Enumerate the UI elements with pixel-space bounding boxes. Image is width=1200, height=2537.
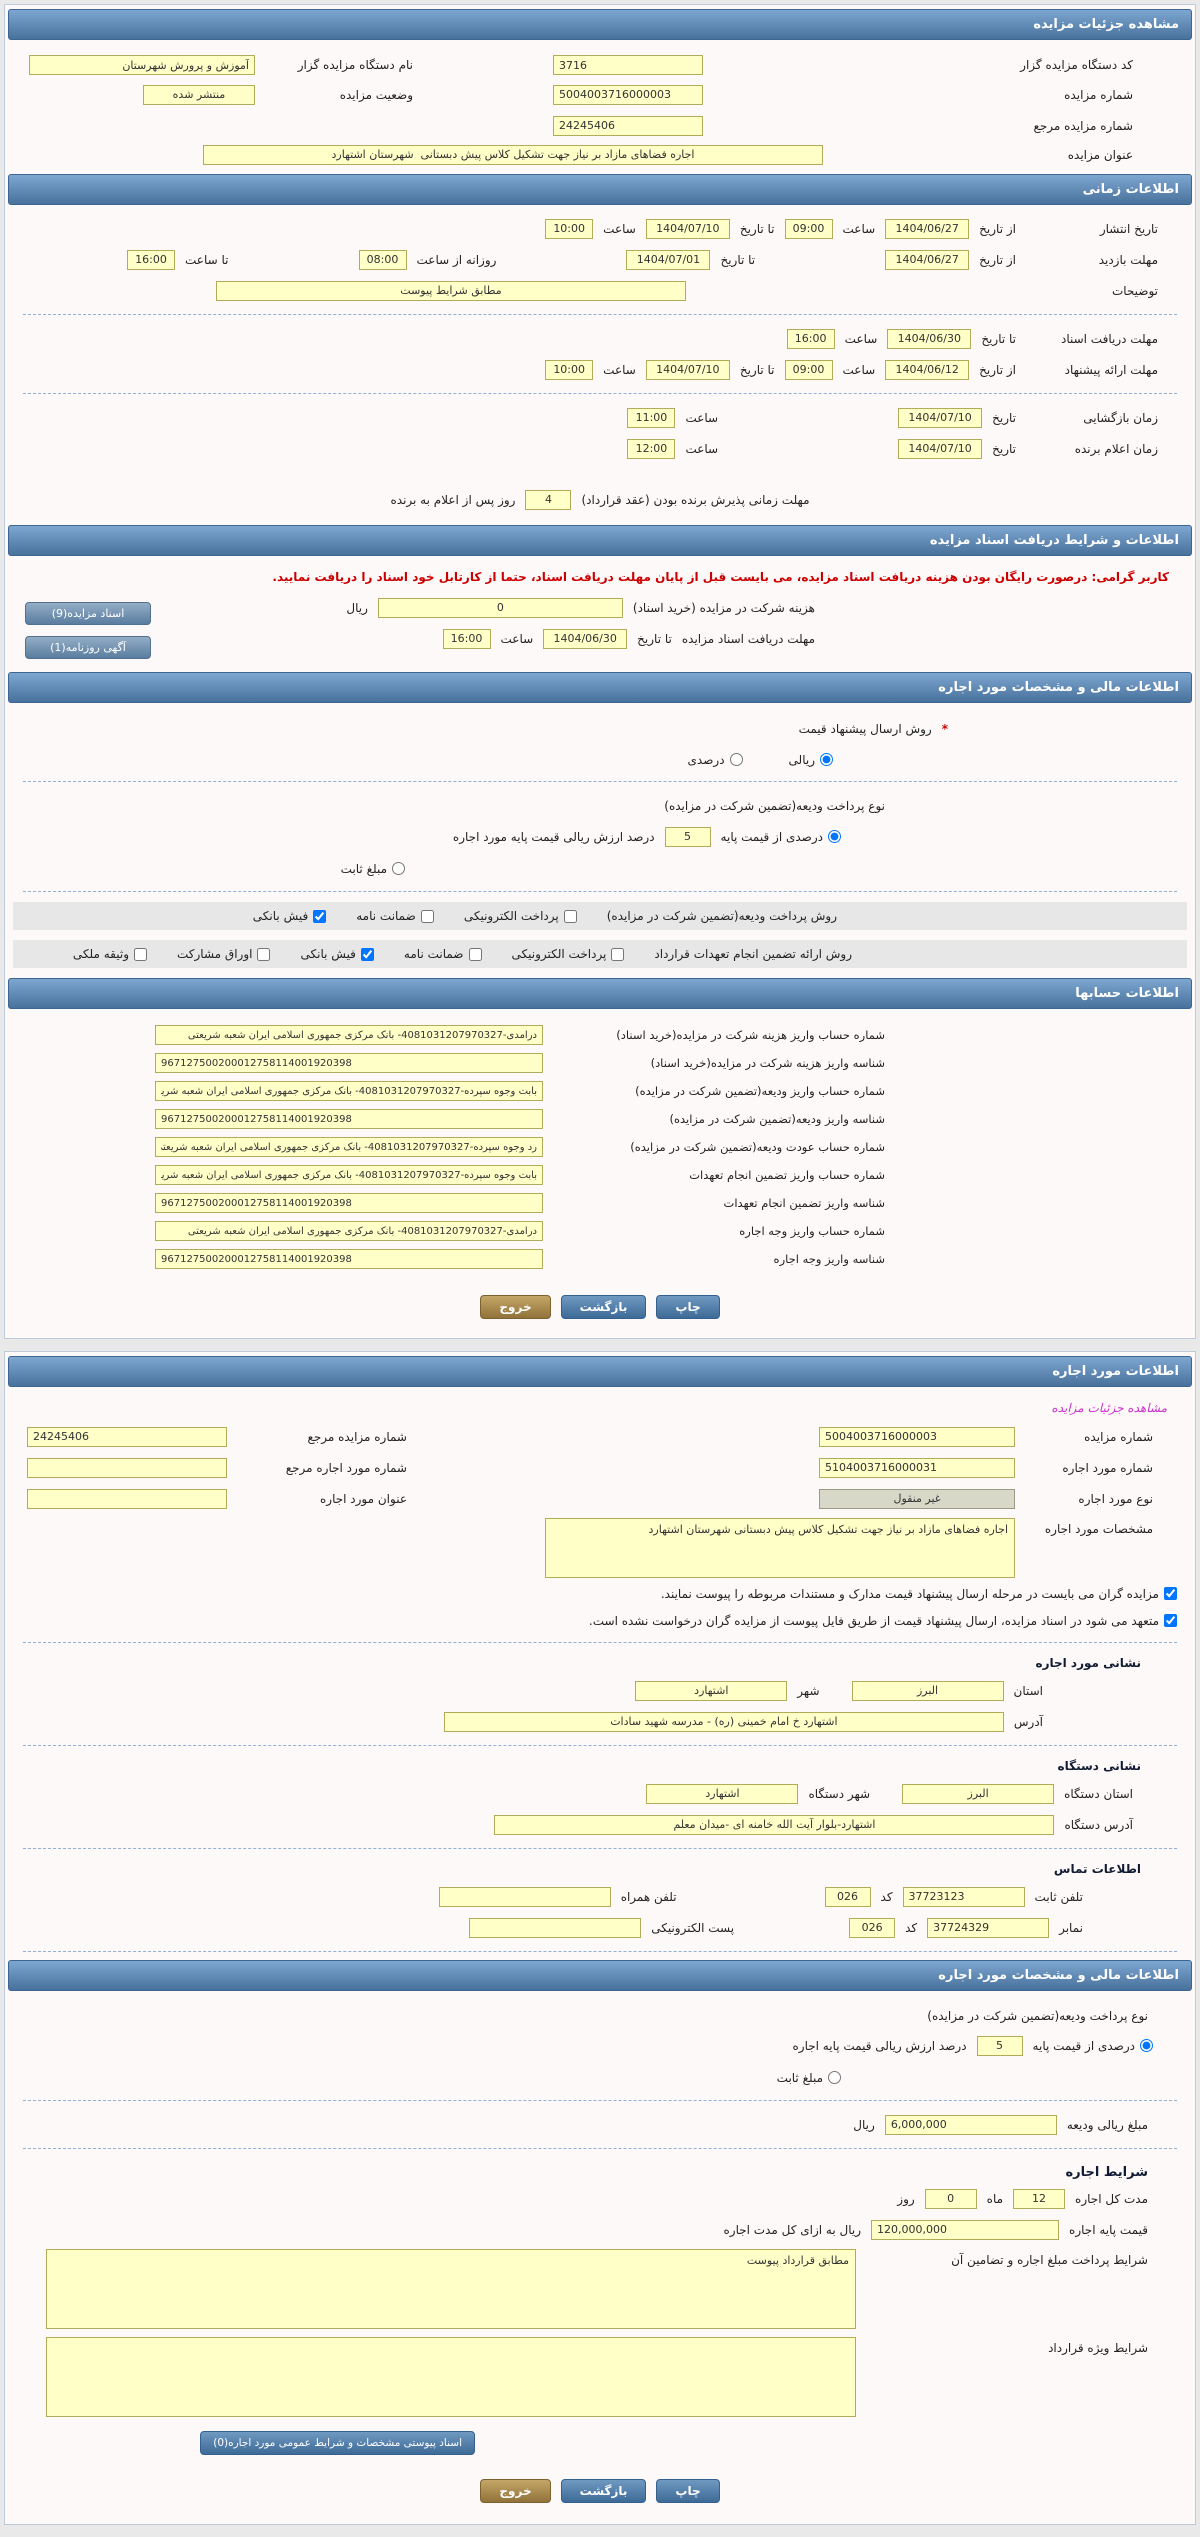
ob-guarantee-label: ضمانت نامه [403,947,464,961]
docs-deadline-row [7,323,1193,354]
attach-required-row [7,1580,1193,1607]
accounts-section-bar: اطلاعات حسابها [8,978,1192,1009]
rial-radio[interactable] [820,753,833,766]
publish-from-field[interactable] [885,219,969,239]
divider [23,1951,1177,1952]
deposit2-percent-suffix: درصد ارزش ریالی قیمت پایه اجاره [792,2038,967,2053]
device-row [7,48,1193,79]
offer-from-time-field[interactable] [785,360,833,380]
fee-label: هزینه شرکت در مزایده (خرید اسناد) [632,600,815,615]
hour-label: ساعت [603,221,636,236]
deposit2-percent-label: درصدی از قیمت پایه [1032,2038,1135,2053]
item-ref-label: شماره مورد اجاره مرجع [285,1460,407,1475]
phone-field[interactable] [903,1887,1025,1907]
accept-deadline-label: مهلت زمانی پذیرش برنده بودن (عقد قرارداد) [581,492,810,507]
winner-announce-row [7,433,1193,464]
accept-suffix-label: روز پس از اعلام به برنده [390,492,516,507]
address-label: آدرس [1013,1714,1043,1729]
mobile-field[interactable] [439,1887,611,1907]
deposit-type-label: نوع پرداخت ودیعه(تضمین شرکت در مزایده) [664,798,885,813]
obligation-methods-strip [13,940,1187,968]
deposit2-percent-row [7,2030,1193,2061]
deposit2-type-row [7,1999,1193,2030]
item-address-row [7,1706,1193,1737]
docs-receive-deadline-row [7,623,1193,654]
contact-heading-row [7,1857,1193,1881]
view-auction-details-link[interactable]: مشاهده جزئیات مزایده [1051,1401,1167,1415]
auction-documents-button[interactable]: اسناد مزایده(9) [25,602,151,625]
device-name-field[interactable] [29,55,255,75]
account-label: شماره حساب عودت ودیعه(تضمین شرکت در مزایده) [630,1140,885,1154]
base-price-suffix: ریال به ازای کل مدت اجاره [723,2222,862,2237]
item-title-label: عنوان مورد اجاره [319,1491,407,1506]
rental-item-panel [4,1351,1196,2525]
account-label: شناسه واریز تضمین انجام تعهدات [723,1196,885,1210]
visit-daily-to-field[interactable] [127,250,175,270]
item-address-heading: نشانی مورد اجاره [1035,1656,1141,1670]
phone-label: تلفن ثابت [1034,1889,1083,1904]
print-button[interactable]: چاپ [656,2479,719,2503]
lower-actions-row [7,2475,1193,2506]
date-label: تاریخ [992,441,1016,456]
deposit-type-row [7,790,1193,821]
ob-bank-slip-checkbox[interactable] [361,948,374,961]
publish-to-field[interactable] [646,219,730,239]
deposit2-fixed-radio[interactable] [828,2071,841,2084]
hour-label: ساعت [685,410,719,425]
upper-actions-row [7,1291,1193,1322]
pay-guarantee-label: ضمانت نامه [356,909,416,923]
duration-label: مدت کل اجاره [1075,2191,1148,2206]
deposit-percent-row [7,821,1193,852]
item-specs-row [7,1514,1193,1580]
visit-daily-from-field[interactable] [359,250,407,270]
divider [23,2148,1177,2149]
opening-time-field[interactable] [627,408,675,428]
deposit2-fixed-label: مبلغ ثابت [776,2070,823,2085]
device-city-label: شهر دستگاه [808,1786,871,1801]
attach-required-text: مزایده گران می بایست در مرحله ارسال پیشنهاد قیمت مدارک و مستندات مربوطه را پیوست نمایند. [660,1586,1159,1601]
device-address-field[interactable] [494,1815,1054,1835]
divider [23,781,1177,782]
ob-property-checkbox[interactable] [134,948,147,961]
account-row [7,1189,1193,1217]
account-row [7,1077,1193,1105]
ob-bonds-checkbox[interactable] [257,948,270,961]
fax-row [7,1912,1193,1943]
offer-to-time-field[interactable] [545,360,593,380]
publish-row [7,213,1193,244]
ref-no-row [7,110,1193,141]
deposit-percent-label: درصدی از قیمت پایه [720,829,823,844]
description-label: توضیحات [1111,283,1158,298]
ob-bonds-option[interactable] [177,947,270,961]
docs-warning-text: کاربر گرامی: درصورت رایگان بودن هزینه دریافت اسناد مزایده، می بایست قبل از پایان مهلت دریافت اسناد، حتما از کارتابل خود اسناد را دریافت نمایید. [272,570,1169,584]
offer-deadline-row [7,354,1193,385]
percent-radio[interactable] [730,753,743,766]
item-address-heading-row [7,1651,1193,1675]
device-province-field[interactable] [902,1784,1054,1804]
auction-no-row [7,79,1193,110]
account-field[interactable] [155,1249,543,1269]
visit-to-field[interactable] [626,250,710,270]
fee-row [7,592,1193,623]
winner-announce-label: زمان اعلام برنده [1074,441,1158,456]
item-specs-field[interactable] [545,1518,1015,1578]
account-row [7,1021,1193,1049]
deposit-fixed-label: مبلغ ثابت [340,861,387,876]
pay-guarantee-checkbox[interactable] [421,910,434,923]
price-method-row [7,711,1193,742]
deposit-percent-radio[interactable] [828,830,841,843]
finance2-section-bar: اطلاعات مالی و مشخصات مورد اجاره [8,1960,1192,1991]
visit-from-field[interactable] [885,250,969,270]
item-ref-field[interactable] [27,1458,227,1478]
hour-label: ساعت [500,631,534,646]
ref-no-field[interactable] [553,116,703,136]
opening-row [7,402,1193,433]
auction-title-field[interactable] [203,145,823,165]
deposit-fixed-row [7,852,1193,883]
rial-option-label: ریالی [788,752,815,767]
docs-deadline-time-field[interactable] [787,329,835,349]
month-label: ماه [986,2191,1004,2206]
docs-section-bar: اطلاعات و شرایط دریافت اسناد مزایده [8,525,1192,556]
publish-from-time-field[interactable] [785,219,833,239]
deposit-pay-methods-label: روش پرداخت ودیعه(تضمین شرکت در مزایده) [606,909,837,923]
obligation-methods-label: روش ارائه تضمین انجام تعهدات قرارداد [654,947,852,961]
deposit-percent-option[interactable] [721,830,841,844]
time-section [7,213,1193,464]
account-label: شماره حساب واریز هزینه شرکت در مزایده(خرید اسناد) [616,1028,885,1042]
fax-label: نمابر [1059,1920,1083,1935]
offer-from-field[interactable] [885,360,969,380]
docs-section [7,564,1193,670]
docs-deadline-date-field[interactable] [887,329,971,349]
city-field[interactable] [635,1681,787,1701]
offer-to-field[interactable] [646,360,730,380]
item-section-bar: اطلاعات مورد اجاره [8,1356,1192,1387]
hour-label: ساعت [603,362,636,377]
device-city-field[interactable] [646,1784,798,1804]
pay-bank-slip-label: فیش بانکی [252,909,309,923]
rial-option[interactable] [789,753,833,767]
deposit2-percent-option[interactable] [1033,2039,1153,2053]
account-field[interactable] [155,1109,543,1129]
days-field[interactable] [925,2189,977,2209]
auction-no-label: شماره مزایده [1064,87,1133,102]
device-name-label: نام دستگاه مزایده گزار [297,58,413,72]
percent-option[interactable] [688,753,743,767]
province-label: استان [1013,1683,1043,1698]
status-label: وضعیت مزایده [339,87,413,102]
description-row [7,275,1193,306]
attachments-row [7,2417,1193,2455]
divider [23,891,1177,892]
account-field[interactable] [155,1165,543,1185]
publish-label: تاریخ انتشار [1099,221,1158,236]
item-type-label: نوع مورد اجاره [1078,1491,1153,1506]
print-button[interactable]: چاپ [656,1295,719,1319]
hour-label: ساعت [685,441,719,456]
exit-button[interactable]: خروج [480,2479,550,2503]
ob-guarantee-checkbox[interactable] [469,948,482,961]
pay-bank-slip-checkbox[interactable] [313,910,326,923]
code-label: کد [905,1920,918,1935]
ob-electronic-checkbox[interactable] [611,948,624,961]
attach-required-checkbox[interactable] [1164,1587,1177,1600]
to-date-label: تا تاریخ [720,252,756,267]
opening-date-field[interactable] [898,408,982,428]
divider [23,314,1177,315]
account-label: شماره حساب واریز تضمین انجام تعهدات [689,1168,885,1182]
item-auction-no-row [7,1421,1193,1452]
docs-receive-deadline-label: مهلت دریافت اسناد مزایده [681,631,815,646]
device-address-row [7,1809,1193,1840]
divider [23,2100,1177,2101]
item-type-row [7,1483,1193,1514]
title-row [7,141,1193,172]
account-field[interactable] [155,1025,543,1045]
ob-bonds-label: اوراق مشارکت [177,947,253,961]
item-attachments-button[interactable]: اسناد پیوستی مشخصات و شرایط عمومی مورد اجاره(0) [200,2431,475,2455]
account-row [7,1049,1193,1077]
duration-row [7,2183,1193,2214]
status-field[interactable] [143,85,255,105]
fax-code-field[interactable] [849,1918,895,1938]
description-field[interactable] [216,281,686,301]
opening-label: زمان بازگشایی [1083,410,1158,425]
account-row [7,1133,1193,1161]
percent-option-label: درصدی [687,752,725,767]
special-terms-field[interactable] [46,2337,856,2417]
divider [23,1642,1177,1643]
phone-code-field[interactable] [825,1887,871,1907]
city-label: شهر [797,1683,820,1698]
publish-to-time-field[interactable] [545,219,593,239]
item-auction-no-field[interactable] [819,1427,1015,1447]
special-terms-label: شرایط ویژه قرارداد [1048,2341,1148,2355]
visit-row [7,244,1193,275]
device-address-heading-row [7,1754,1193,1778]
deposit2-type-label: نوع پرداخت ودیعه(تضمین شرکت در مزایده) [927,2008,1148,2023]
no-file-requested-row [7,1607,1193,1634]
account-label: شناسه واریز ودیعه(تضمین شرکت در مزایده) [669,1112,885,1126]
fax-field[interactable] [927,1918,1049,1938]
deposit2-fixed-row [7,2061,1193,2092]
attach-required-option[interactable] [661,1587,1177,1601]
general-section [7,48,1193,172]
pay-electronic-label: پرداخت الکترونیکی [463,909,559,923]
ob-electronic-option[interactable] [512,947,625,961]
docs-receive-date-field[interactable] [543,629,627,649]
finance-section-bar: اطلاعات مالی و مشخصات مورد اجاره [8,672,1192,703]
daily-to-label: تا ساعت [185,252,229,267]
time-section-bar: اطلاعات زمانی [8,174,1192,205]
payment-terms-field[interactable] [46,2249,856,2329]
ob-property-option[interactable] [73,947,147,961]
divider [23,1745,1177,1746]
address-field[interactable] [444,1712,1004,1732]
account-row [7,1217,1193,1245]
terms-section [7,2157,1193,2455]
fee-field[interactable] [378,598,623,618]
email-field[interactable] [469,1918,641,1938]
winner-date-field[interactable] [898,439,982,459]
device-address-heading: نشانی دستگاه [1057,1759,1141,1773]
offer-deadline-label: مهلت ارائه پیشنهاد [1064,362,1158,377]
deposit2-percent-radio[interactable] [1140,2039,1153,2052]
auction-details-page [4,0,1196,2525]
divider [23,393,1177,394]
special-terms-row [7,2329,1193,2417]
account-label: شماره حساب واریز وجه اجاره [739,1224,885,1238]
province-field[interactable] [852,1681,1004,1701]
day-label: روز [897,2191,915,2206]
item-auction-ref-label: شماره مزایده مرجع [307,1429,407,1444]
device-code-field[interactable] [553,55,703,75]
phone-row [7,1881,1193,1912]
page-title-bar: مشاهده جزئیات مزایده [8,9,1192,40]
to-date-label: تا تاریخ [739,362,775,377]
finance-section [7,711,1193,968]
deposit2-fixed-option[interactable] [777,2071,841,2085]
deposit-fixed-radio[interactable] [392,862,405,875]
terms-heading-row [7,2157,1193,2183]
date-label: تاریخ [992,410,1016,425]
back-button[interactable]: بازگشت [561,2479,647,2503]
account-label: شناسه واریز وجه اجاره [773,1252,885,1266]
divider [23,1848,1177,1849]
base-price-label: قیمت پایه اجاره [1069,2222,1148,2237]
item-no-label: شماره مورد اجاره [1062,1460,1153,1475]
months-field[interactable] [1013,2189,1065,2209]
account-label: شناسه واریز هزینه شرکت در مزایده(خرید اسناد) [650,1056,885,1070]
item-type-field[interactable] [819,1489,1015,1509]
base-price-row [7,2214,1193,2245]
ob-property-label: وثیقه ملکی [72,947,130,961]
auction-no-field[interactable] [553,85,703,105]
hour-label: ساعت [842,362,876,377]
rial-label: ریال [853,2117,875,2132]
accept-deadline-row [7,484,1193,515]
device-address-label: آدرس دستگاه [1064,1817,1133,1832]
hour-label: ساعت [844,331,878,346]
to-date-label: تا تاریخ [981,331,1016,346]
daily-from-label: روزانه از ساعت [416,252,497,267]
deposit-fixed-option[interactable] [341,862,405,876]
email-label: پست الکترونیکی [651,1920,735,1935]
accounts-section [7,1017,1193,1275]
item-province-row [7,1675,1193,1706]
pay-electronic-checkbox[interactable] [564,910,577,923]
hour-label: ساعت [842,221,876,236]
mobile-label: تلفن همراه [620,1889,677,1904]
item-specs-label: مشخصات مورد اجاره [1044,1522,1153,1536]
payment-terms-row [7,2245,1193,2329]
no-file-requested-text: متعهد می شود در اسناد مزایده، ارسال پیشنهاد قیمت از طریق فایل پیوست از مزایده گران درخواست نشده است. [588,1613,1159,1628]
upper-panel [4,4,1196,1339]
back-button[interactable]: بازگشت [561,1295,647,1319]
deposit-amount-row [7,2109,1193,2140]
account-field[interactable] [155,1137,543,1157]
no-file-requested-checkbox[interactable] [1164,1614,1177,1627]
deposit-percent-field[interactable] [665,827,711,847]
no-file-requested-option[interactable] [589,1614,1177,1628]
payment-terms-label: شرایط پرداخت مبلغ اجاره و تضامین آن [951,2253,1148,2267]
device-province-label: استان دستگاه [1064,1786,1133,1801]
price-method-label: روش ارسال پیشنهاد قیمت [798,721,932,736]
rial-label: ریال [346,600,368,615]
deposit-amount-field[interactable] [885,2115,1057,2135]
account-field[interactable] [155,1053,543,1073]
account-field[interactable] [155,1221,543,1241]
deposit-pay-methods-strip [13,902,1187,930]
visit-label: مهلت بازدید [1098,252,1158,267]
required-star: * [941,721,948,736]
newspaper-ad-button[interactable]: آگهی روزنامه(1) [25,636,151,659]
ob-bank-slip-option[interactable] [300,947,373,961]
base-price-field[interactable] [871,2220,1059,2240]
to-date-label: تا تاریخ [739,221,775,236]
from-date-label: از تاریخ [979,252,1016,267]
winner-time-field[interactable] [627,439,675,459]
price-method-options-row [7,742,1193,773]
item-auction-ref-field[interactable] [27,1427,227,1447]
account-row [7,1161,1193,1189]
details-link-row [7,1395,1193,1421]
account-row [7,1245,1193,1273]
deposit2-percent-field[interactable] [977,2036,1023,2056]
code-label: کد [880,1889,893,1904]
account-field[interactable] [155,1081,543,1101]
accept-days-field[interactable] [525,490,571,510]
ob-guarantee-option[interactable] [404,947,482,961]
deposit-percent-suffix: درصد ارزش ریالی قیمت پایه مورد اجاره [452,829,655,844]
account-field[interactable] [155,1193,543,1213]
from-date-label: از تاریخ [979,362,1016,377]
ob-electronic-label: پرداخت الکترونیکی [511,947,607,961]
docs-receive-time-field[interactable] [443,629,491,649]
item-title-field[interactable] [27,1489,227,1509]
pay-electronic-option[interactable] [464,909,577,923]
item-no-field[interactable] [819,1458,1015,1478]
item-auction-no-label: شماره مزایده [1084,1429,1153,1444]
pay-bank-slip-option[interactable] [253,909,326,923]
from-date-label: از تاریخ [979,221,1016,236]
exit-button[interactable]: خروج [480,1295,550,1319]
pay-guarantee-option[interactable] [356,909,434,923]
docs-deadline-label: مهلت دریافت اسناد [1060,331,1158,346]
device-province-row [7,1778,1193,1809]
deposit-amount-label: مبلغ ریالی ودیعه [1066,2117,1148,2132]
auction-title-label: عنوان مزایده [1067,147,1133,162]
to-date-label: تا تاریخ [637,631,672,646]
finance2-section [7,1999,1193,2149]
account-label: شماره حساب واریز ودیعه(تضمین شرکت در مزایده) [635,1084,885,1098]
terms-heading: شرایط اجاره [1065,2164,1148,2180]
account-row [7,1105,1193,1133]
ob-bank-slip-label: فیش بانکی [300,947,356,961]
device-code-label: کد دستگاه مزایده گزار [1020,58,1133,72]
item-no-row [7,1452,1193,1483]
ref-no-label: شماره مزایده مرجع [1033,118,1133,133]
contact-heading: اطلاعات تماس [1053,1862,1141,1876]
